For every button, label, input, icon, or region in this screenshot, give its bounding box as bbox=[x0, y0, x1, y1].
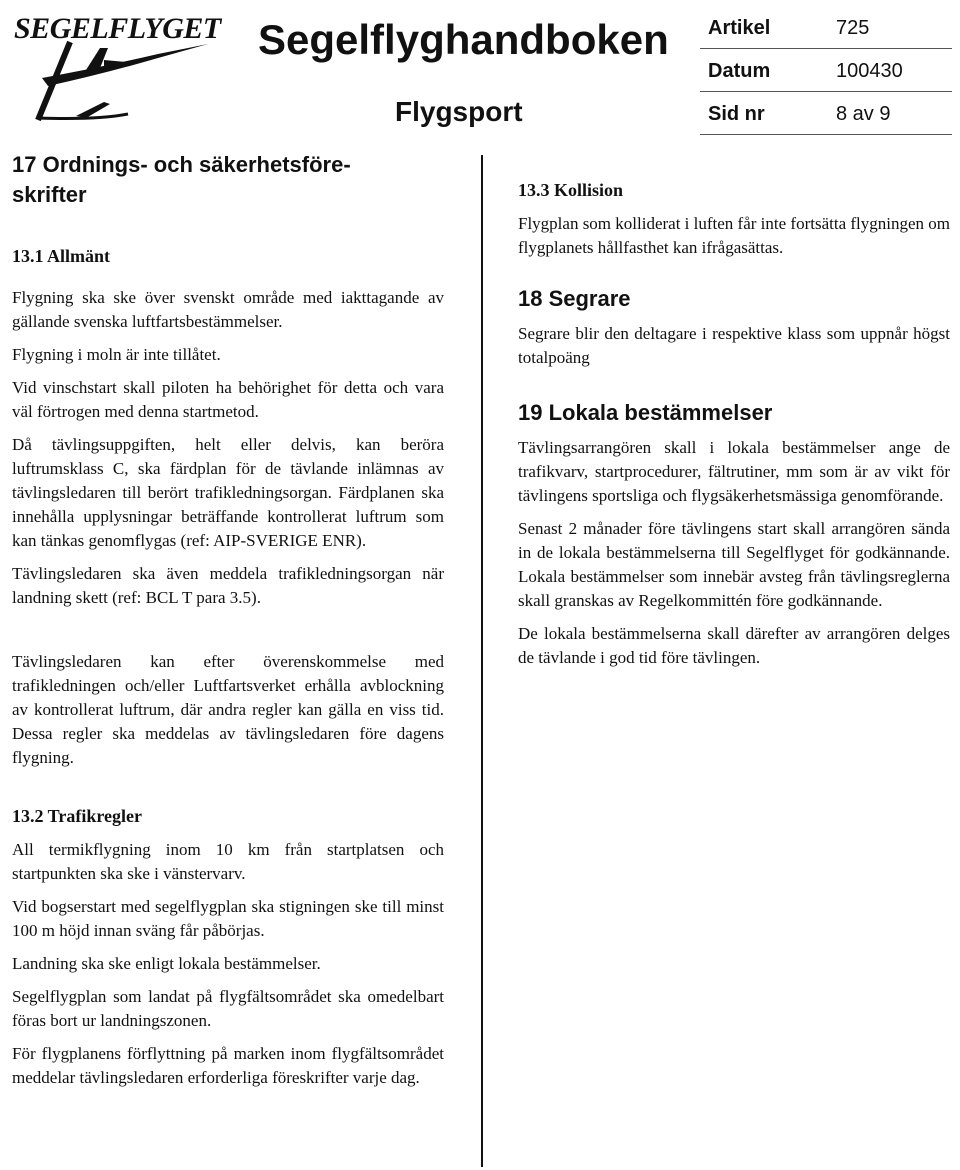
page-number-label: Sid nr bbox=[708, 103, 765, 125]
chapter-19-heading: 19 Lokala bestämmelser bbox=[518, 400, 773, 425]
paragraph: Flygning ska ske över svenskt område med iakttagande av gällande svenska luftfartsbestämmelser. bbox=[12, 288, 444, 331]
right-column bbox=[518, 178, 950, 670]
paragraph: Då tävlingsuppgiften, helt eller delvis, kan beröra luftrumsklass C, ska färdplan för de tävlande inlämnas av tävlingsledaren till berört trafikledningsorgan. Färdplanen ska innehålla upplysningar beträffande kontrollerat luftrum som kan tänkas genomflygas (ref: AIP-SVERIGE ENR). bbox=[12, 435, 444, 550]
paragraph: Flygning i moln är inte tillåtet. bbox=[12, 345, 221, 364]
handbook-title: Segelflyghandboken bbox=[258, 16, 669, 63]
section-name: Flygsport bbox=[395, 96, 523, 127]
page-header bbox=[0, 0, 960, 140]
paragraph: Vid vinschstart skall piloten ha behörighet för detta och vara väl förtrogen med denna startmetod. bbox=[12, 378, 444, 421]
meta-divider bbox=[700, 91, 952, 92]
meta-divider bbox=[700, 134, 952, 135]
article-value: 725 bbox=[836, 17, 870, 39]
paragraph: De lokala bestämmelserna skall därefter av arrangören delges de tävlande i god tid före tävlingen. bbox=[518, 624, 950, 667]
paragraph: Tävlingsledaren kan efter överenskommelse med trafikledningen och/eller Luftfartsverket erhålla avblockning av kontrollerat luftrum, där andra regler kan gälla en viss tid. Dessa regler ska meddelas av tävlingsledaren före dagens flygning. bbox=[12, 652, 444, 767]
chapter-18-heading: 18 Segrare bbox=[518, 286, 631, 311]
paragraph: Tävlingsledaren ska även meddela trafikledningsorgan när landning skett (ref: BCL T para 3.5). bbox=[12, 564, 444, 607]
logo-text: SEGELFLYGET bbox=[14, 12, 221, 45]
paragraph: All termikflygning inom 10 km från startplatsen och startpunkten ska ske i vänstervarv. bbox=[12, 840, 444, 883]
column-divider bbox=[481, 155, 483, 1167]
chapter-17-title bbox=[12, 150, 444, 210]
paragraph: Landning ska ske enligt lokala bestämmelser. bbox=[12, 954, 321, 973]
section-13-1-heading: 13.1 Allmänt bbox=[12, 246, 111, 266]
chapter-17-title-line1: 17 Ordnings- och säkerhetsföre- bbox=[12, 152, 351, 177]
chapter-17-title-line2: skrifter bbox=[12, 182, 87, 207]
paragraph: Segelflygplan som landat på flygfältsområdet ska omedelbart föras bort ur landningszonen. bbox=[12, 987, 444, 1030]
article-label: Artikel bbox=[708, 17, 771, 39]
paragraph: Senast 2 månader före tävlingens start skall arrangören sända in de lokala bestämmelserna till Segelflyget för godkännande. Lokala bestämmelser som innebär avsteg från tävlingsreglerna skall granskas av Regelkommittén före godkännande. bbox=[518, 519, 950, 610]
paragraph: Vid bogserstart med segelflygplan ska stigningen ske till minst 100 m höjd innan sväng får påbörjas. bbox=[12, 897, 444, 940]
date-value: 100430 bbox=[836, 60, 903, 82]
paragraph: Tävlingsarrangören skall i lokala bestämmelser ange de trafikvarv, startprocedurer, fältrutiner, mm som är av vikt för tävlingens sportsliga och flygsäkerhetsmässiga genomförande. bbox=[518, 438, 950, 505]
date-label: Datum bbox=[708, 60, 771, 82]
paragraph: Flygplan som kolliderat i luften får inte fortsätta flygningen om flygplanets hållfasthet kan ifrågasättas. bbox=[518, 214, 950, 257]
left-column bbox=[12, 150, 444, 1090]
section-13-2-heading: 13.2 Trafikregler bbox=[12, 806, 142, 826]
paragraph: För flygplanens förflyttning på marken inom flygfältsområdet meddelar tävlingsledaren erforderliga föreskrifter varje dag. bbox=[12, 1044, 444, 1087]
paragraph: Segrare blir den deltagare i respektive klass som uppnår högst totalpoäng bbox=[518, 324, 950, 367]
meta-divider bbox=[700, 48, 952, 49]
page-number-value: 8 av 9 bbox=[836, 103, 891, 125]
segelflyget-logo bbox=[8, 8, 223, 132]
section-13-3-heading: 13.3 Kollision bbox=[518, 180, 624, 200]
